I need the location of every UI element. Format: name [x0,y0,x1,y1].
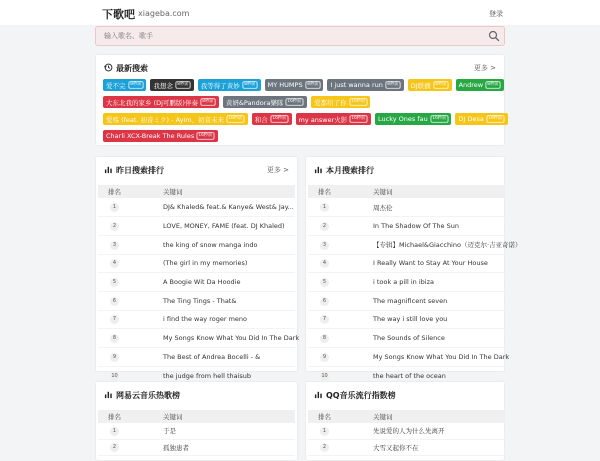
column-header-rank: 排名 [98,410,163,423]
rank-cell [308,329,373,348]
search-tag[interactable] [327,79,403,91]
search-tag[interactable] [103,96,219,108]
search-tag-time-badge: 16秒前 [272,116,287,121]
search-tag-time-badge: 16秒前 [488,116,503,121]
rank-number: 4 [110,259,119,268]
rank-cell [98,329,163,348]
bar-chart-icon [104,390,113,401]
search-tag-label: 爱不完 [106,81,126,90]
keyword-link[interactable]: i took a pill in ibiza [373,273,505,292]
yesterday-ranking-header [104,165,164,176]
keyword-link[interactable]: 周杰伦 [373,198,505,217]
netease-ranking-title: 网易云音乐热歌榜 [116,391,180,400]
table-row[interactable] [308,310,505,329]
table-row[interactable] [308,291,505,310]
table-row[interactable] [98,198,295,217]
qq-ranking-title: QQ音乐流行指数榜 [326,391,396,400]
qq-ranking-header [314,390,396,401]
table-row[interactable] [98,217,295,236]
history-icon [104,63,113,74]
table-row[interactable] [308,329,505,348]
search-tag[interactable] [265,79,324,91]
rank-cell [98,235,163,254]
search-tag[interactable] [103,113,248,125]
search-tag[interactable] [150,79,193,91]
keyword-link[interactable]: The Best of Andrea Bocelli - & [163,348,295,367]
search-tag[interactable] [252,113,292,125]
monthly-ranking-card [305,156,522,380]
table-row[interactable] [98,310,295,329]
table-row[interactable] [98,291,295,310]
keyword-link[interactable]: i find the way roger meno [163,310,295,329]
keyword-link[interactable]: The Ting Tings - That& [163,291,295,310]
search-tag[interactable] [296,113,371,125]
search-tag-label: 我想念 [153,81,173,90]
table-row[interactable] [308,217,505,236]
column-header-keyword: 关键词 [373,410,505,423]
search-tag[interactable] [198,79,261,91]
rank-number: 6 [110,297,119,306]
tag-row [103,113,503,125]
rank-number: 4 [320,259,329,268]
keyword-link[interactable]: 大雪又起你不在 [373,439,505,455]
rank-cell [308,198,373,217]
rank-number: 8 [320,334,329,343]
keyword-link[interactable]: the heart of the ocean [373,366,505,385]
keyword-link[interactable]: The Sounds of Silence [373,329,505,348]
table-row[interactable] [308,423,505,439]
rank-number: 5 [110,278,119,287]
rank-number: 3 [320,241,329,250]
tag-row [103,130,503,142]
search-tag-label: 我等得了黄妙 [200,81,240,90]
site-domain: xiageba.com [138,9,190,18]
keyword-link[interactable]: I Really Want to Stay At Your House [373,254,505,273]
qq-ranking-table [308,410,505,456]
rank-cell [308,254,373,273]
search-tag[interactable] [456,79,504,91]
rank-cell [98,198,163,217]
column-header-keyword: 关键词 [373,185,505,198]
rank-number: 10 [321,372,328,379]
rank-number: 7 [320,315,329,324]
search-tag-time-badge: 8秒前 [434,82,447,87]
netease-ranking-header [104,390,180,401]
search-tag[interactable] [455,113,507,125]
rank-number: 2 [320,443,329,452]
rank-cell [308,273,373,292]
table-row[interactable] [98,439,295,455]
keyword-link[interactable]: 孤独患者 [163,439,295,455]
keyword-link[interactable]: In The Shadow Of The Sun [373,217,505,236]
rank-cell [98,423,163,439]
search-tag-time-badge: 16秒前 [432,116,447,121]
search-tag-time-badge: 16秒前 [198,133,213,138]
keyword-link[interactable]: the judge from hell thaisub [163,366,295,385]
search-tag-label: Lucky Ones fau [378,115,428,123]
netease-ranking-card [95,381,298,461]
rank-cell [98,348,163,367]
rank-cell [98,217,163,236]
table-row[interactable] [308,254,505,273]
table-row[interactable] [308,439,505,455]
search-tag-label: 爱殇 (feat. 初音ミク) - Ayim、初音未来 [106,115,225,124]
keyword-link[interactable]: My Songs Know What You Did In The Dark [373,348,505,367]
table-row[interactable] [98,235,295,254]
rank-cell [98,310,163,329]
table-row[interactable] [308,235,505,254]
keyword-link[interactable]: The magnificent seven [373,291,505,310]
tag-row [103,96,503,108]
rank-number: 2 [110,222,119,231]
search-tag-time-badge: 16秒前 [228,116,243,121]
keyword-link[interactable]: 先说爱的人为什么先离开 [373,423,505,439]
search-tag-time-badge: 8秒前 [387,82,399,87]
search-tag-label: MY HUMPS [267,81,303,89]
search-tag[interactable] [311,96,370,108]
rank-number: 9 [320,353,329,362]
keyword-link[interactable]: A Boogie Wit Da Hoodie [163,273,295,292]
search-tag[interactable] [103,79,146,91]
monthly-ranking-table [308,185,522,385]
search-tag-time-badge: 8秒前 [177,82,189,87]
bar-chart-icon [314,165,323,176]
bar-chart-icon [104,165,113,176]
login-link[interactable]: 登录 [489,10,503,18]
table-row[interactable] [98,273,295,292]
rank-cell [308,235,373,254]
search-tag[interactable] [223,96,307,108]
rank-number: 5 [320,278,329,287]
yesterday-ranking-card [95,156,300,380]
column-header-keyword: 关键词 [163,185,295,198]
keyword-link[interactable]: LOVE, MONEY, FAME (feat. DJ Khaled) [163,217,295,236]
table-row[interactable] [308,198,505,217]
column-header-rank: 排名 [98,185,163,198]
rank-cell [308,439,373,455]
rank-cell [98,254,163,273]
rank-cell [308,348,373,367]
search-tag[interactable] [375,113,451,125]
monthly-ranking-title: 本月搜索排行 [326,166,374,175]
keyword-link[interactable]: The way i still love you [373,310,505,329]
search-tag-label: Charli XCX-Break The Rules [106,132,195,140]
recent-searches-header [104,63,148,74]
table-row[interactable] [98,348,295,367]
column-header-rank: 排名 [308,410,373,423]
search-tag-label: 和合 [254,115,268,124]
search-tag-label: Andrew [458,81,484,89]
rank-number: 3 [110,241,119,250]
search-tag-time-badge: 8秒前 [487,82,499,87]
search-input[interactable] [96,27,486,45]
rank-cell [308,217,373,236]
site-logo[interactable]: 下歌吧 [102,8,135,21]
search-tag-time-badge: 8秒前 [129,82,142,87]
search-tag[interactable] [408,79,452,91]
rank-cell [98,439,163,455]
rank-number: 1 [320,203,329,212]
search-tag-label: DJ Desa [458,115,484,123]
yesterday-ranking-table [98,185,300,385]
keyword-link[interactable]: the king of snow manga indo [163,235,295,254]
recent-more-link[interactable]: 更多 > [473,64,496,72]
search-tag-label: I just wanna run [330,81,383,89]
keyword-link[interactable]: 于是 [163,423,295,439]
rank-cell [308,310,373,329]
search-icon[interactable] [488,30,500,42]
table-row[interactable] [308,348,505,367]
rank-number: 9 [110,353,119,362]
qq-ranking-card [305,381,505,461]
netease-ranking-table [98,410,295,456]
search-tag-label: my answer火影 [298,115,348,124]
rank-number: 2 [320,222,329,231]
search-tag-label: 黄妍&Pandora樂隊 [225,98,284,107]
tag-row [103,79,503,91]
top-bar [0,0,600,25]
search-tag-time-badge: 16秒前 [350,99,365,104]
rank-number: 1 [110,427,119,436]
rank-number: 8 [110,334,119,343]
table-row[interactable] [98,423,295,439]
search-tag-time-badge: 16秒前 [287,99,302,104]
search-tag-time-badge: 8秒前 [244,82,256,87]
rank-cell [98,291,163,310]
search-tag-time-badge: 8秒前 [202,99,214,104]
table-row[interactable] [308,273,505,292]
monthly-ranking-header [314,165,374,176]
recent-searches-title: 最新搜索 [116,64,148,73]
search-tag-label: DJ联播 [410,81,431,90]
keyword-link[interactable]: DJ& Khaled& feat.& Kanye& West& Jay... [163,198,295,217]
search-tag-label: 大东北我的家乡 (Dj可鹏版)伴奏 [106,98,198,107]
table-row[interactable] [98,329,295,348]
search-tag-label: 爱都给了你 [314,98,347,107]
keyword-link[interactable]: (The girl in my memories) [163,254,295,273]
search-tag-time-badge: 16秒前 [351,116,366,121]
yesterday-more-link[interactable]: 更多 > [266,166,289,174]
rank-cell [308,291,373,310]
search-bar [95,26,505,46]
rank-number: 10 [111,372,118,379]
column-header-keyword: 关键词 [163,410,295,423]
bar-chart-icon [314,390,323,401]
rank-cell [308,423,373,439]
rank-number: 6 [320,297,329,306]
rank-number: 7 [110,315,119,324]
rank-number: 1 [110,203,119,212]
yesterday-ranking-title: 昨日搜索排行 [116,166,164,175]
table-row[interactable] [98,254,295,273]
recent-searches-card [95,54,505,146]
column-header-rank: 排名 [308,185,373,198]
search-tag-time-badge: 8秒前 [306,82,319,87]
recent-tags [103,79,503,147]
keyword-link[interactable]: 【专辑】Michael&Giacchino（迈克尔·吉亚奇诺） [373,235,505,254]
search-tag[interactable] [103,130,218,142]
rank-number: 2 [110,443,119,452]
rank-number: 1 [320,427,329,436]
rank-cell [98,273,163,292]
keyword-link[interactable]: My Songs Know What You Did In The Dark [163,329,295,348]
